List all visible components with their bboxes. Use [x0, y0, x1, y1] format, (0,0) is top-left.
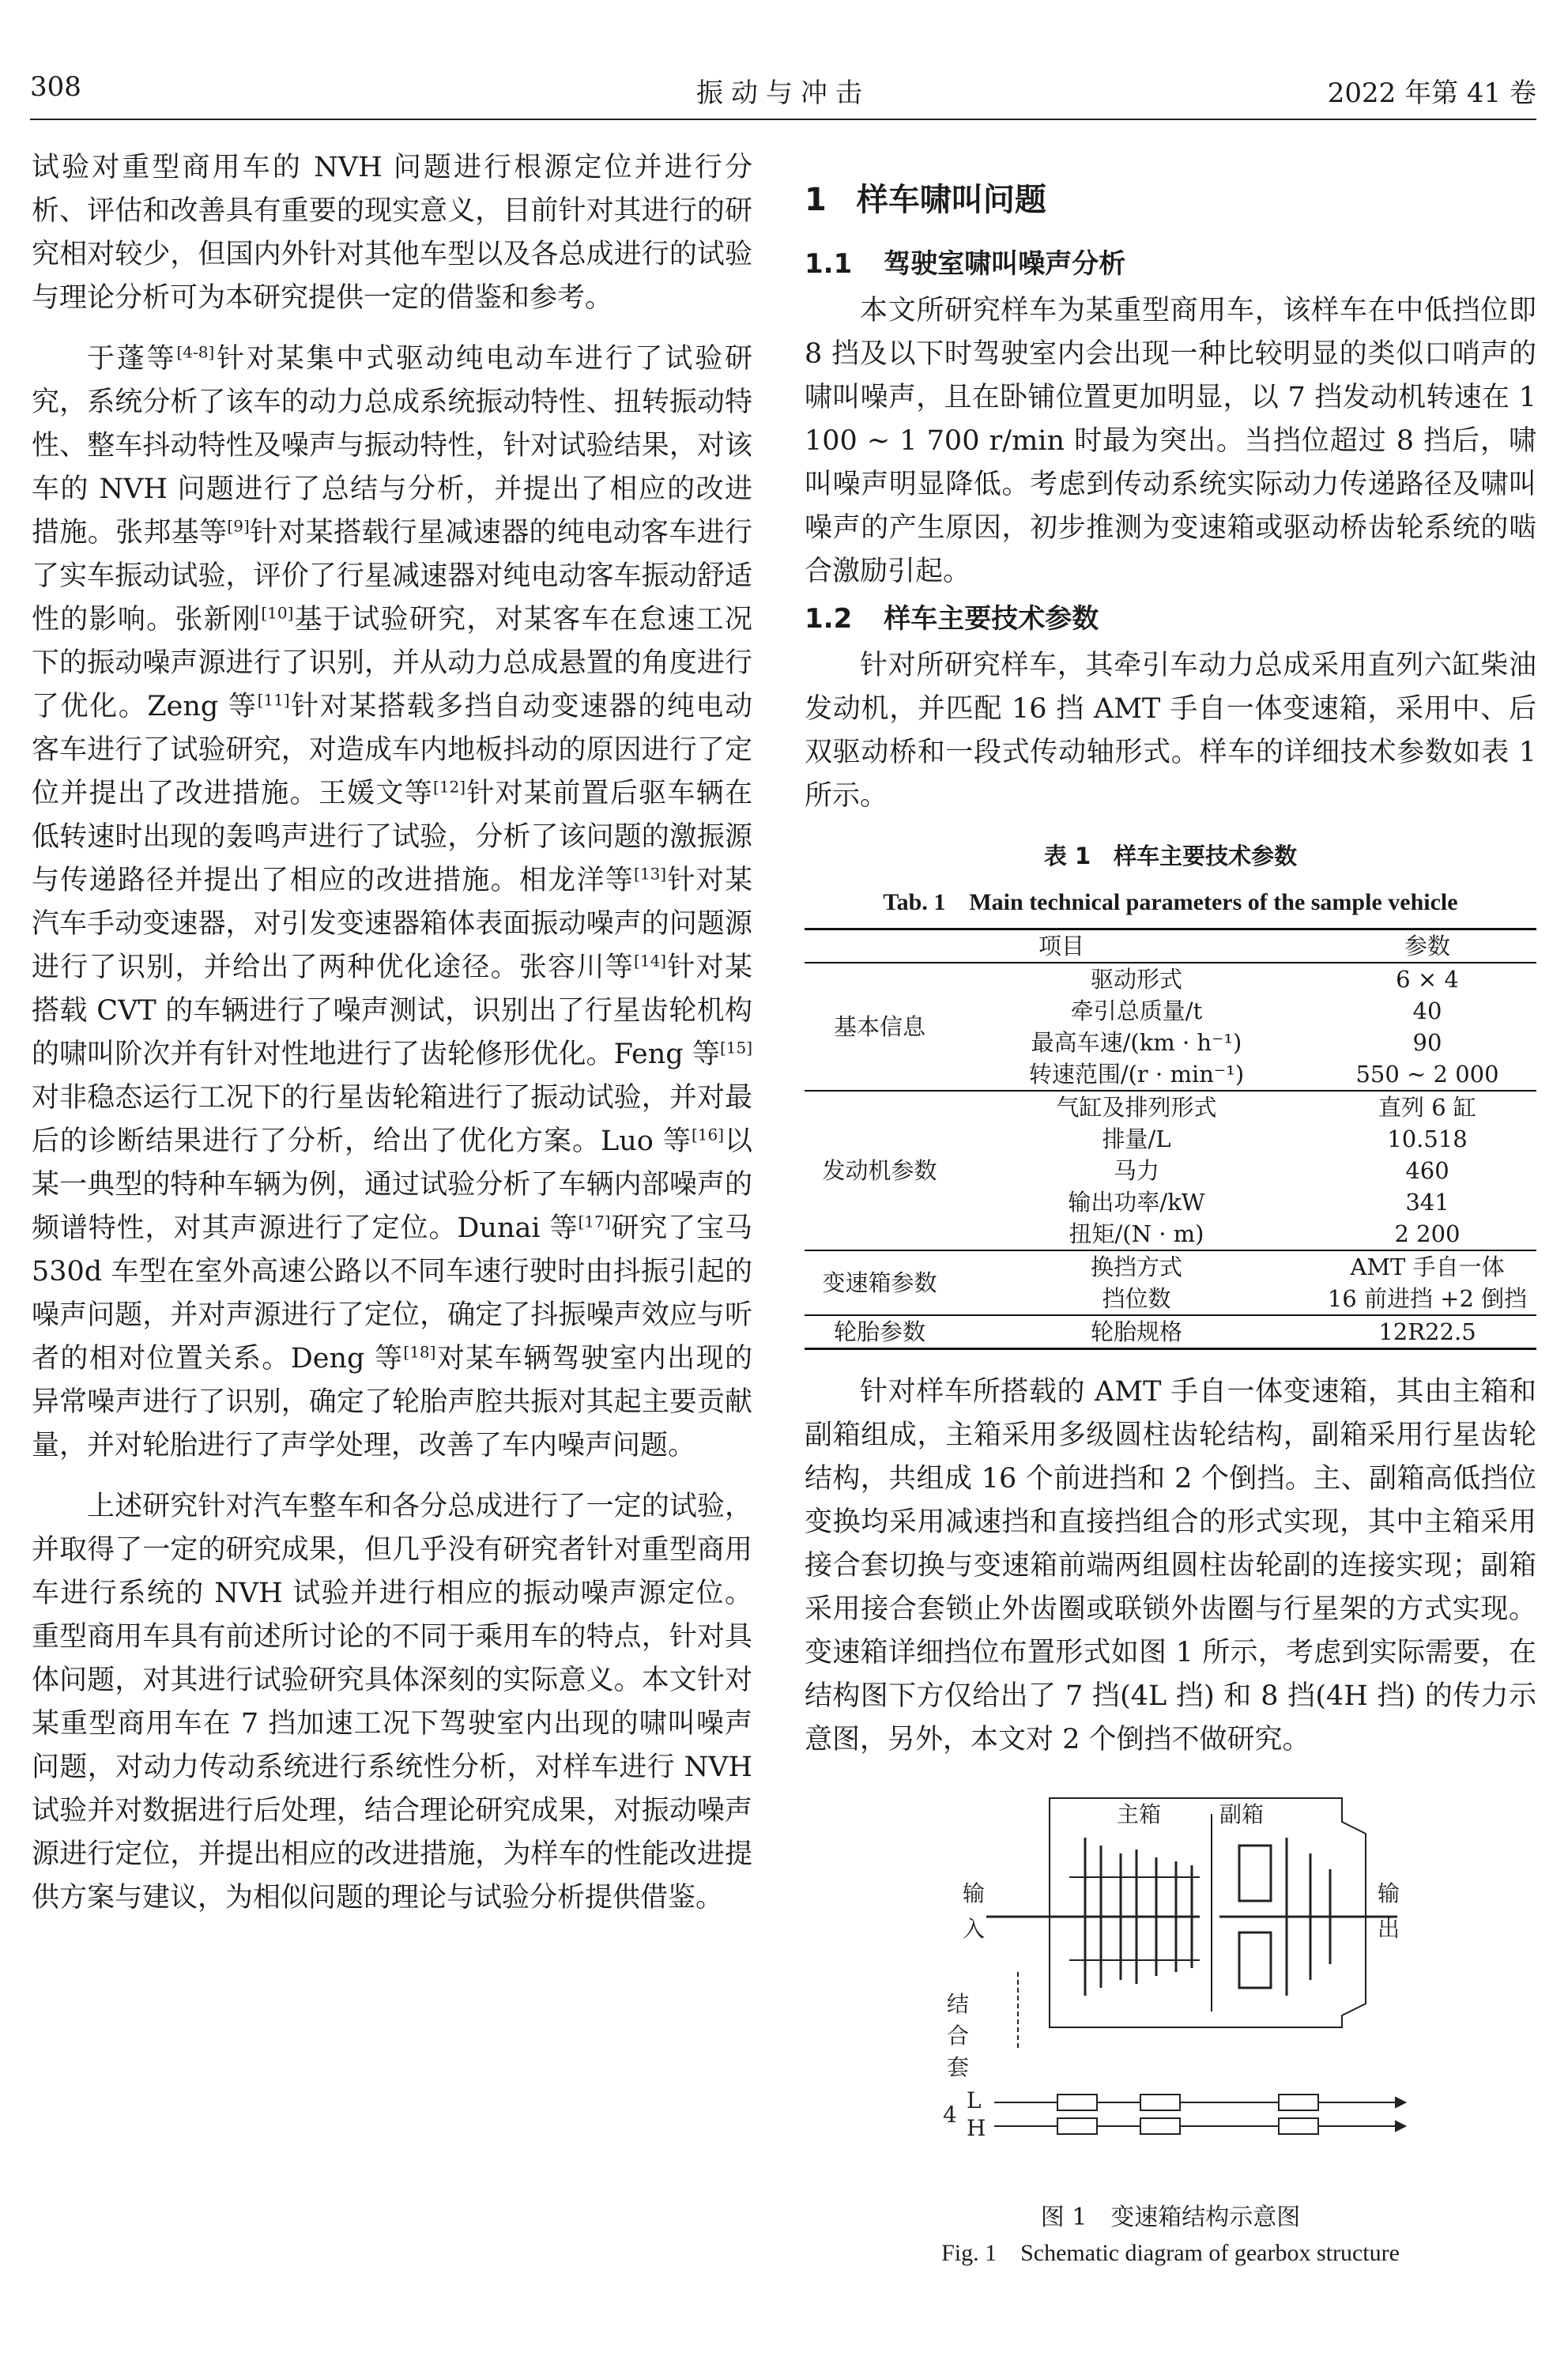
section-heading-1-1: 1.1 驾驶室啸叫噪声分析	[805, 248, 1126, 280]
table-row: 扭矩/(N · m) 2 200	[1069, 1220, 1461, 1247]
right-column	[805, 146, 1536, 2264]
label-sleeve: 结	[947, 1991, 970, 2017]
journal-title: 振动与冲击	[696, 77, 870, 109]
figure-1	[805, 1790, 1536, 2264]
citation: [13]	[634, 864, 667, 884]
citation: [16]	[691, 1125, 724, 1144]
table-row: 发动机参数 气缸及排列形式 直列 6 缸	[805, 1091, 1536, 1123]
citation: [15]	[719, 1038, 752, 1058]
citation: [11]	[257, 690, 290, 710]
left-column	[32, 146, 752, 1920]
table-row: 输出功率/kW 341	[1068, 1189, 1449, 1216]
table-caption-cn: 表 1 样车主要技术参数	[1043, 843, 1298, 869]
power-flow-4H	[994, 2118, 1405, 2134]
gearbox-diagram	[939, 1790, 1429, 2185]
section-heading-1-2: 1.2 样车主要技术参数	[805, 603, 1099, 635]
label-gear: 4	[943, 2102, 957, 2128]
label-output: 输	[1378, 1880, 1400, 1906]
paragraph-noise-analysis: 本文所研究样车为某重型商用车，该样车在中低挡位即 8 挡及以下时驾驶室内会出现一种比较明显的类似口哨声的啸叫噪声，且在卧铺位置更加明显，以 7 挡发动机转速在 1 100 ~ 1 700 r/min 时最为突出。当挡位超过 8 挡后，啸叫噪声明显降低。考虑到传动系统实际动力传递路径及啸叫噪声的产生原因，初步推测为变速箱或驱动桥齿轮系统的啮合激励引起。	[805, 295, 1536, 587]
table-header-cell: 参数	[1404, 933, 1450, 960]
table-row: 挡位数 16 前进挡 +2 倒挡	[1102, 1285, 1528, 1312]
table-row: 马力 460	[1113, 1157, 1449, 1184]
figure-caption-en: Fig. 1 Schematic diagram of gearbox structure	[941, 2240, 1400, 2266]
label-aux-box: 副箱	[1219, 1801, 1265, 1827]
citation: [17]	[578, 1212, 611, 1231]
citation: [18]	[403, 1342, 436, 1362]
table-row: 转速范围/(r · min⁻¹) 550 ~ 2 000	[1028, 1061, 1499, 1088]
page-header	[30, 71, 1536, 119]
label-input: 入	[963, 1916, 986, 1942]
parameters-table	[805, 928, 1536, 1350]
label-main-box: 主箱	[1117, 1801, 1162, 1827]
table-row: 最高车速/(km · h⁻¹) 90	[1031, 1029, 1442, 1056]
power-flow-4L	[994, 2095, 1405, 2110]
table-header-row	[805, 929, 1536, 963]
label-L: L	[967, 2087, 982, 2113]
paragraph-summary: 上述研究针对汽车整车和各分总成进行了一定的试验，并取得了一定的研究成果，但几乎没有研究者针对重型商用车进行系统的 NVH 试验并进行相应的振动噪声源定位。重型商用车具有前述所讨论的不同于乘用车的特点，针对具体问题，对其进行试验研究具体深刻的实际意义。本文针对某重型商用车在 7 挡加速工况下驾驶室内出现的啸叫噪声问题，对动力传动系统进行系统性分析，对样车进行 NVH 试验并对数据进行后处理，结合理论研究成果，对振动噪声源进行定位，并提出相应的改进措施，为样车的性能改进提供方案与建议，为相似问题的理论与试验分析提供借鉴。	[32, 1491, 752, 1914]
label-H: H	[967, 2115, 986, 2141]
citation: [4-8]	[176, 342, 215, 362]
table-caption-en: Tab. 1 Main technical parameters of the sample vehicle	[883, 889, 1458, 915]
paragraph-technical-params: 针对所研究样车，其牵引车动力总成采用直列六缸柴油发动机，并匹配 16 挡 AMT 手自一体变速箱，采用中、后双驱动桥和一段式传动轴形式。样车的详细技术参数如表 1 所示。	[805, 650, 1536, 812]
figure-caption-cn: 图 1 变速箱结构示意图	[1040, 2204, 1301, 2231]
header-rule	[30, 119, 1536, 120]
table-row: 基本信息 驱动形式 6 × 4	[805, 963, 1536, 995]
citation: [10]	[261, 603, 294, 623]
label-sleeve: 套	[947, 2054, 970, 2080]
citation: [9]	[227, 516, 250, 536]
table-row: 牵引总质量/t 40	[1070, 997, 1442, 1024]
gearbox-housing	[1050, 1798, 1366, 2027]
paragraph-literature-review: 于蓬等[4-8]针对某集中式驱动纯电动车进行了试验研究，系统分析了该车的动力总成系统振动特性、扭转振动特性、整车抖动特性及噪声与振动特性，针对试验结果，对该车的 NVH 问题进行了总结与分析，并提出了相应的改进措施。张邦基等[9]针对某搭载行星减速器的纯电动客车进行了实车振动试验，评价了行星减速器对纯电动客车振动舒适性的影响。张新刚[10]基于试验研究，对某客车在怠速工况下的振动噪声源进行了识别，并从动力总成悬置的角度进行了优化。Zeng 等[11]针对某搭载多挡自动变速器的纯电动客车进行了试验研究，对造成车内地板抖动的原因进行了定位并提出了改进措施。王媛文等[12]针对某前置后驱车辆在低转速时出现的轰鸣声进行了试验，分析了该问题的激振源与传递路径并提出了相应的改进措施。相龙洋等[13]针对某汽车手动变速器，对引发变速器箱体表面振动噪声的问题源进行了识别，并给出了两种优化途径。张容川等[14]针对某搭载 CVT 的车辆进行了噪声测试，识别出了行星齿轮机构的啸叫阶次并有针对性地进行了齿轮修形优化。Feng 等[15]对非稳态运行工况下的行星齿轮箱进行了振动试验，并对最后的诊断结果进行了分析，给出了优化方案。Luo 等[16]以某一典型的特种车辆为例，通过试验分析了车辆内部噪声的频谱特性，对其声源进行了定位。Dunai 等[17]研究了宝马 530d 车型在室外高速公路以不同车速行驶时由抖振引起的噪声问题，并对声源进行了定位，确定了抖振噪声效应与听者的相对位置关系。Deng 等[18]对某车辆驾驶室内出现的异常噪声进行了识别，确定了轮胎声腔共振对其起主要贡献量，并对轮胎进行了声学处理，改善了车内噪声问题。	[32, 342, 752, 1461]
page-number: 308	[30, 71, 81, 103]
paragraph-gearbox: 针对样车所搭载的 AMT 手自一体变速箱，其由主箱和副箱组成，主箱采用多级圆柱齿轮结构，副箱采用行星齿轮结构，共组成 16 个前进挡和 2 个倒挡。主、副箱高低挡位变换均采用减速挡和直接挡组合的形式实现，其中主箱采用接合套切换与变速箱前端两组圆柱齿轮副的连接实现；副箱采用接合套锁止外齿圈或联锁外齿圈与行星架的方式实现。变速箱详细挡位布置形式如图 1 所示，考虑到实际需要，在结构图下方仅给出了 7 挡(4L 挡) 和 8 挡(4H 挡) 的传力示意图，另外，本文对 2 个倒挡不做研究。	[805, 1376, 1536, 1755]
table-group	[805, 1250, 1536, 1315]
group-name: 轮胎参数	[833, 1318, 925, 1345]
group-name: 基本信息	[833, 1013, 925, 1040]
table-group	[805, 963, 1536, 1091]
table-row: 轮胎参数 轮胎规格 12R22.5	[805, 1315, 1536, 1349]
table-row: 排量/L 10.518	[1102, 1126, 1468, 1152]
section-heading-1: 1 样车啸叫问题	[805, 182, 1046, 218]
label-input: 输	[963, 1880, 986, 1906]
table-group	[805, 1091, 1536, 1250]
citation: [12]	[433, 777, 466, 797]
table-header-cell: 项目	[1038, 933, 1084, 960]
table-row: 变速箱参数 换挡方式 AMT 手自一体	[805, 1250, 1536, 1283]
group-name: 变速箱参数	[822, 1269, 937, 1296]
journal-volume: 2022 年第 41 卷	[1327, 77, 1536, 109]
label-sleeve: 合	[947, 2023, 970, 2049]
paragraph-intro-end: 试验对重型商用车的 NVH 问题进行根源定位并进行分析、评估和改善具有重要的现实意义，目前针对其进行的研究相对较少，但国内外针对其他车型以及各总成进行的试验与理论分析可为本研究提供一定的借鉴和参考。	[32, 152, 752, 314]
table-group	[805, 1315, 1536, 1349]
group-name: 发动机参数	[822, 1157, 937, 1184]
citation: [14]	[634, 951, 667, 971]
label-output: 出	[1378, 1916, 1400, 1942]
